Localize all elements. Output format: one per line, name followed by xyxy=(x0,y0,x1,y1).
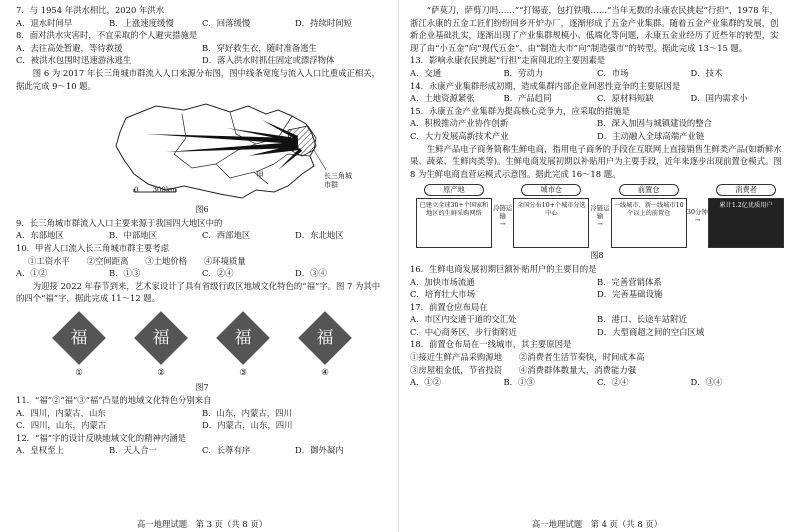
map-scale-label: 0 300km xyxy=(134,186,177,195)
option-b: B．中部地区 xyxy=(109,230,158,241)
fu-character-3 xyxy=(217,311,269,380)
left-page-footer: 高一地理试题 第 3 页（共 8 页） xyxy=(136,519,268,529)
option-d: D．国内需求小 xyxy=(690,93,748,104)
option-d: D．③④ xyxy=(690,377,723,388)
question-17-options xyxy=(410,313,784,338)
question-18-options xyxy=(410,376,784,389)
option-c: C．②④ xyxy=(202,268,234,279)
question-13-stem: 13．影响永康农民挑起“行担”走南闯北的主要因素是 xyxy=(410,55,606,66)
question-16 xyxy=(410,263,784,301)
option-c: C．被洪水包围时迅速游泳逃生 xyxy=(16,55,132,66)
fu-number: ③ xyxy=(239,367,247,378)
question-14-options xyxy=(410,92,784,105)
stage-box: 累计1.2亿优质用户 xyxy=(708,198,784,248)
stage-head: 消费者 xyxy=(716,184,776,196)
option-a: A．①② xyxy=(410,377,442,388)
question-15-options xyxy=(410,117,784,142)
option-a: A．交通 xyxy=(410,67,442,78)
intro-paragraph-fresh-ecommerce: 生鲜产品电子商务简称生鲜电商，指用电子商务的手段在互联网上直接销售生鲜类产品(如新鲜水果、蔬菜、生鲜肉类等)。生鲜电商发展初期以补贴用户为主要手段，近年来逐步出现前置仓模式。图 8 为生鲜电商直营运模式示意图。据此完成 16～18 题。 xyxy=(410,143,782,179)
figure-7-fu-characters xyxy=(16,311,388,380)
option-c: C．长尊有序 xyxy=(202,445,251,456)
arrow-cold-chain-2 xyxy=(589,204,610,228)
question-7 xyxy=(16,4,388,29)
page-gutter xyxy=(398,0,399,532)
question-10-stem: 10．甲省人口流入长三角城市群主要考虑 xyxy=(16,242,170,253)
question-10-options xyxy=(16,267,388,280)
question-9-stem: 9．长三角城市群流入人口主要来源于我国四大地区中的 xyxy=(16,217,223,228)
option-c: C．回落缓慢 xyxy=(202,17,251,28)
option-b: B．港口、长途车站附近 xyxy=(597,314,687,325)
question-12 xyxy=(16,432,388,457)
arrow-right-icon: → xyxy=(597,220,603,229)
option-d: D．技术 xyxy=(690,67,723,78)
option-a: A．市区内交通干道的交汇处 xyxy=(410,314,517,325)
option-d: D．主动融入全球高端产业链 xyxy=(597,130,705,141)
option-d: D．东北地区 xyxy=(295,230,344,241)
option-c: C．中心商务区，步行街附近 xyxy=(410,326,517,337)
question-18 xyxy=(410,338,784,388)
stage-consumer xyxy=(708,184,784,248)
option-a: A．退水时间早 xyxy=(16,17,73,28)
right-page-footer: 高一地理试题 第 4 页（共 8 页） xyxy=(531,519,663,529)
stage-box: 全国分布10+个城市分选中心 xyxy=(513,198,589,248)
figure-8-caption: 图8 xyxy=(590,251,604,261)
question-8 xyxy=(16,29,388,67)
option-b: B．完善营销体系 xyxy=(597,276,662,287)
question-14 xyxy=(410,80,784,105)
option-c: C．原材料短缺 xyxy=(597,93,654,104)
option-a: A．东部地区 xyxy=(16,230,64,241)
question-16-options xyxy=(410,276,784,301)
question-10-statements: ①工资水平 ②空间距离 ③土地价格 ④环境质量 xyxy=(28,255,246,266)
stage-origin xyxy=(416,184,492,248)
question-13-options xyxy=(410,67,784,80)
option-d: D．完善基础设施 xyxy=(597,289,663,300)
stage-head: 前置仓 xyxy=(619,184,679,196)
option-b: B．山东，内蒙古，四川 xyxy=(202,407,292,418)
stage-front-warehouse xyxy=(611,184,687,248)
option-a: A．皇权至上 xyxy=(16,445,64,456)
right-page xyxy=(410,4,784,389)
arrow-label: 30分钟 xyxy=(686,208,708,217)
fu-number: ④ xyxy=(321,367,329,378)
fu-number: ① xyxy=(75,367,83,378)
question-17-stem: 17．前置仓应布局在 xyxy=(410,301,488,312)
fu-glyph: 福 xyxy=(316,327,334,348)
figure-6-map xyxy=(16,94,388,204)
question-8-options xyxy=(16,42,388,67)
option-a: A．去往高处暂避，等待救援 xyxy=(16,42,123,53)
intro-paragraph-fig7: 为迎接 2022 年春节到来，艺术家设计了具有省级行政区地域文化特色的“福”字。图 7 为其中的四个“福”字，据此完成 11～12 题。 xyxy=(16,280,381,304)
stage-box: 已建立全球30+个国家和地区的生鲜采购网络 xyxy=(416,198,492,248)
fu-character-4 xyxy=(299,311,351,380)
question-11-options xyxy=(16,407,388,432)
stage-head: 原产地 xyxy=(424,184,484,196)
stage-city-warehouse xyxy=(513,184,589,248)
question-13 xyxy=(410,54,784,79)
question-7-options xyxy=(16,17,388,30)
question-14-stem: 14．永康产业集群形成初期，造成集群内部企业间恶性竞争的主要原因是 xyxy=(410,80,681,91)
option-b: B．上涨速度缓慢 xyxy=(109,17,174,28)
option-a: A．①② xyxy=(16,268,48,279)
question-12-stem: 12．“福”字的设计反映地域文化的精神内涵是 xyxy=(16,432,186,443)
intro-paragraph-fig6: 图 6 为 2017 年长三角城市群流入人口来源分布图，图中线条宽度与流入人口比重成正相关，据此完成 9～10 题。 xyxy=(16,67,380,91)
option-c: C．培育壮大市场 xyxy=(410,289,476,300)
map-legend-label: 长三角城市群 xyxy=(324,172,352,190)
stage-head: 城市仓 xyxy=(521,184,581,196)
question-17 xyxy=(410,301,784,339)
option-d: D．③④ xyxy=(295,268,327,279)
question-18-statements-2: ③房屋租金低，节省投资 ④消费群体数量大，消费能力强 xyxy=(410,364,637,375)
fu-character-1 xyxy=(53,311,105,380)
arrow-right-icon: → xyxy=(499,220,506,229)
question-9 xyxy=(16,217,388,242)
figure-6-caption: 图6 xyxy=(195,205,209,215)
option-b: B．深入加固与城镇建设的整合 xyxy=(597,118,713,129)
left-page xyxy=(16,4,388,457)
question-7-stem: 7．与 1954 年洪水相比，2020 年洪水 xyxy=(16,5,165,15)
figure-7-caption: 图7 xyxy=(195,382,209,392)
fu-character-2 xyxy=(135,311,187,380)
arrow-label: 冷链运输 xyxy=(590,204,610,221)
option-b: B．①③ xyxy=(109,268,141,279)
question-11 xyxy=(16,394,388,432)
option-d: D．御外凝内 xyxy=(295,445,344,456)
option-b: B．穿好救生衣，随时准备逃生 xyxy=(202,42,318,53)
arrow-cold-chain-1 xyxy=(492,204,513,228)
question-16-stem: 16．生鲜电商发展初期巨额补贴用户的主要目的是 xyxy=(410,263,597,274)
arrow-label: 冷链运输 xyxy=(493,204,513,221)
option-a: A．土地资源紧张 xyxy=(410,93,475,104)
question-9-options xyxy=(16,229,388,242)
option-c: C．②④ xyxy=(597,377,629,388)
arrow-30-minutes xyxy=(687,208,708,224)
option-d: D．大型商超之间的空白区域 xyxy=(597,326,705,337)
question-12-options xyxy=(16,444,388,457)
fu-glyph: 福 xyxy=(70,327,88,348)
question-10 xyxy=(16,242,388,280)
stage-box: 一线城市、新一线城市10个以上的前置仓 xyxy=(611,198,687,248)
question-11-stem: 11．“福”②“福”③“福”凸显的地域文化特色分别来自 xyxy=(16,395,212,406)
option-a: A．四川，内蒙古，山东 xyxy=(16,407,106,418)
fu-glyph: 福 xyxy=(234,327,252,348)
option-b: B．劳动力 xyxy=(503,67,544,78)
question-15 xyxy=(410,105,784,143)
fu-glyph: 福 xyxy=(152,327,170,348)
option-c: C．西部地区 xyxy=(202,230,251,241)
option-c: C．市场 xyxy=(597,67,629,78)
map-mark-jia: 甲 xyxy=(256,171,264,181)
option-b: B．①③ xyxy=(503,377,535,388)
figure-8-flow-diagram xyxy=(416,184,784,248)
option-a: A．加快市场流通 xyxy=(410,276,475,287)
question-15-stem: 15．永康五金产业集群为提高核心竞争力，应采取的措施是 xyxy=(410,105,631,116)
question-18-statements-1: ①接近生鲜产品采购源地 ②消费者生活节奏快，时间成本高 xyxy=(410,352,645,363)
option-b: B．天人合一 xyxy=(109,445,158,456)
intro-paragraph-yongkang: “萨莫刀，萨剪刀吗……”“打锡壶，包打铁哦……”当年无数的永康农民挑起“行担”，1978 年，浙江永康的五金工匠们纷纷回乡开炉办厂，逐渐形成了五金产业集群。随着五金产业集群的发展，创新企业基础扎实，逐渐出现了产业集群规模小、低端化等问题，永康五金业经历了近些年的转型，实现了由“小五金”向“现代五金”、由“制造大市”向“制造强市”的转型。据此完成 13～15 题。 xyxy=(410,5,779,53)
question-8-stem: 8．面对洪水灾害时，不宜采取的个人避灾措施是 xyxy=(16,30,198,41)
option-c: C．四川，山东，内蒙古 xyxy=(16,420,107,431)
option-d: D．持续时间短 xyxy=(295,17,352,28)
question-18-stem: 18．前置仓布局在一线城市，其主要原因是 xyxy=(410,339,572,350)
arrow-right-icon: → xyxy=(694,216,701,225)
option-b: B．产品趋同 xyxy=(503,93,552,104)
fu-number: ② xyxy=(157,367,165,378)
option-a: A．积极推动产业协作创新 xyxy=(410,118,509,129)
option-c: C．大力发展高新技术产业 xyxy=(410,130,509,141)
option-d: D．内蒙古，山东，四川 xyxy=(202,420,293,431)
option-d: D．落入洪水时抓住固定或漂浮物体 xyxy=(202,55,335,66)
